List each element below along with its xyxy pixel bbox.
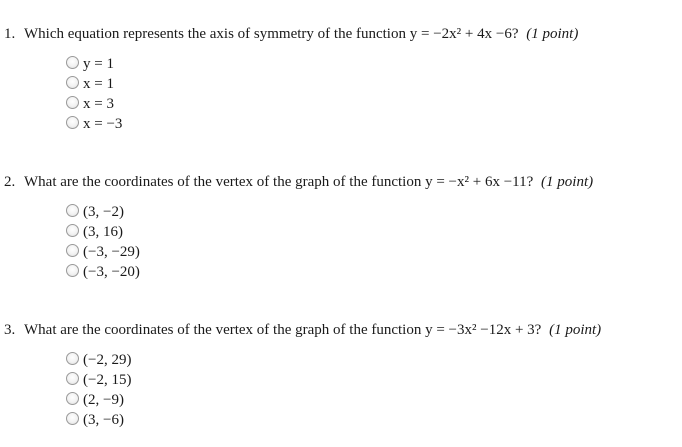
answer-option-label: x = −3 <box>83 116 123 132</box>
answer-option-label: (−3, −29) <box>83 244 140 260</box>
answer-option[interactable] <box>66 222 123 242</box>
radio-button[interactable] <box>66 412 79 425</box>
question-2-prompt <box>4 173 593 191</box>
question-1-prompt <box>4 25 578 43</box>
answer-option[interactable] <box>66 350 131 370</box>
answer-option[interactable] <box>66 202 124 222</box>
answer-option-label: y = 1 <box>83 56 114 72</box>
radio-button[interactable] <box>66 116 79 129</box>
radio-button[interactable] <box>66 372 79 385</box>
answer-option[interactable] <box>66 114 122 134</box>
radio-button[interactable] <box>66 264 79 277</box>
radio-button[interactable] <box>66 392 79 405</box>
answer-option[interactable] <box>66 370 131 390</box>
question-text: Which equation represents the axis of symmetry of the function <box>24 26 406 42</box>
answer-option[interactable] <box>66 262 140 282</box>
question-equation: y = −3x² −12x + 3? <box>425 322 542 338</box>
answer-option-label: (3, −6) <box>83 412 124 428</box>
question-number: 3. <box>4 322 16 338</box>
answer-option-label: (3, −2) <box>83 204 124 220</box>
radio-button[interactable] <box>66 352 79 365</box>
question-equation: y = −x² + 6x −11? <box>425 174 534 190</box>
answer-option[interactable] <box>66 390 124 410</box>
question-3-prompt <box>4 321 601 339</box>
question-number: 2. <box>4 174 16 190</box>
radio-button[interactable] <box>66 204 79 217</box>
question-text: What are the coordinates of the vertex of the graph of the function <box>24 174 422 190</box>
answer-option[interactable] <box>66 242 140 262</box>
radio-button[interactable] <box>66 244 79 257</box>
radio-button[interactable] <box>66 56 79 69</box>
question-number: 1. <box>4 26 16 42</box>
question-equation: y = −2x² + 4x −6? <box>409 26 519 42</box>
answer-option-label: x = 3 <box>83 96 114 112</box>
answer-option-label: x = 1 <box>83 76 114 92</box>
answer-option-label: (−2, 15) <box>83 372 132 388</box>
answer-option-label: (2, −9) <box>83 392 124 408</box>
radio-button[interactable] <box>66 224 79 237</box>
question-points: (1 point) <box>541 174 594 190</box>
answer-option[interactable] <box>66 410 124 430</box>
answer-option[interactable] <box>66 54 114 74</box>
answer-option[interactable] <box>66 94 114 114</box>
answer-option[interactable] <box>66 74 114 94</box>
question-text: What are the coordinates of the vertex of the graph of the function <box>24 322 422 338</box>
radio-button[interactable] <box>66 76 79 89</box>
question-points: (1 point) <box>526 26 579 42</box>
answer-option-label: (3, 16) <box>83 224 123 240</box>
radio-button[interactable] <box>66 96 79 109</box>
question-points: (1 point) <box>549 322 602 338</box>
answer-option-label: (−2, 29) <box>83 352 132 368</box>
answer-option-label: (−3, −20) <box>83 264 140 280</box>
